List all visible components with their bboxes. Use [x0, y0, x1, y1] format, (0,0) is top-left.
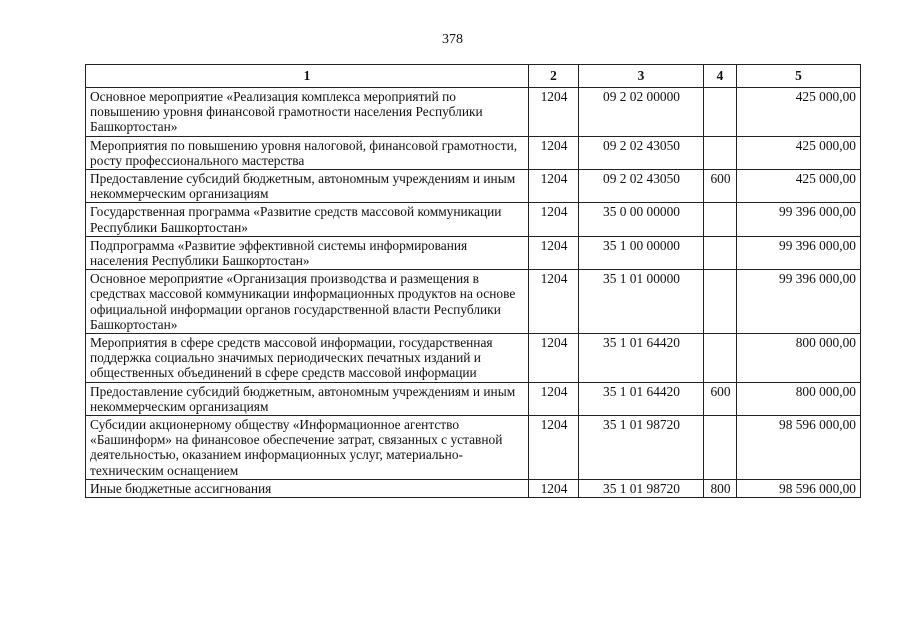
page-number: 378 [442, 32, 463, 47]
row-name: Мероприятия по повышению уровня налоговой, финансовой грамотности, росту профессионального мастерства [86, 136, 529, 169]
row-code: 35 1 01 64420 [579, 382, 704, 415]
table-row [86, 203, 861, 236]
row-kind [704, 236, 737, 269]
row-section: 1204 [529, 203, 579, 236]
header-col-section: 2 [529, 65, 579, 88]
row-name: Субсидии акционерному обществу «Информационное агентство «Башинформ» на финансовое обеспечение затрат, связанных с уставной деятельностью, оказанием информационных услуг, материально-техническим оснащением [86, 416, 529, 480]
row-kind: 800 [704, 479, 737, 497]
row-code: 35 1 01 98720 [579, 479, 704, 497]
row-sum: 425 000,00 [737, 88, 861, 137]
row-code: 09 2 02 00000 [579, 88, 704, 137]
row-name: Предоставление субсидий бюджетным, автономным учреждениям и иным некоммерческим организациям [86, 382, 529, 415]
row-section: 1204 [529, 416, 579, 480]
row-code: 35 1 01 00000 [579, 270, 704, 334]
table-row [86, 136, 861, 169]
table-row [86, 416, 861, 480]
row-name: Основное мероприятие «Организация производства и размещения в средствах массовой коммуникации информационных продуктов на основе официальной информации органов государственной власти Республики Башкортостан» [86, 270, 529, 334]
row-code: 35 1 00 00000 [579, 236, 704, 269]
header-col-kind: 4 [704, 65, 737, 88]
row-kind [704, 203, 737, 236]
row-name: Государственная программа «Развитие средств массовой коммуникации Республики Башкортостан» [86, 203, 529, 236]
row-sum: 800 000,00 [737, 382, 861, 415]
table-row [86, 270, 861, 334]
row-name: Мероприятия в сфере средств массовой информации, государственная поддержка социально значимых периодических печатных изданий и общественных объединений в сфере средств массовой информации [86, 334, 529, 383]
table-row [86, 479, 861, 497]
row-sum: 99 396 000,00 [737, 203, 861, 236]
table-row [86, 88, 861, 137]
row-kind [704, 270, 737, 334]
row-kind: 600 [704, 170, 737, 203]
header-col-code: 3 [579, 65, 704, 88]
header-col-name: 1 [86, 65, 529, 88]
row-code: 09 2 02 43050 [579, 170, 704, 203]
row-code: 35 1 01 98720 [579, 416, 704, 480]
row-sum: 425 000,00 [737, 170, 861, 203]
row-section: 1204 [529, 170, 579, 203]
row-kind [704, 88, 737, 137]
row-name: Основное мероприятие «Реализация комплекса мероприятий по повышению уровня финансовой грамотности населения Республики Башкортостан» [86, 88, 529, 137]
row-sum: 800 000,00 [737, 334, 861, 383]
row-sum: 98 596 000,00 [737, 479, 861, 497]
row-kind [704, 416, 737, 480]
row-code: 09 2 02 43050 [579, 136, 704, 169]
row-kind [704, 334, 737, 383]
row-code: 35 0 00 00000 [579, 203, 704, 236]
table-row [86, 236, 861, 269]
row-sum: 99 396 000,00 [737, 270, 861, 334]
row-section: 1204 [529, 88, 579, 137]
budget-table [85, 64, 861, 498]
row-section: 1204 [529, 270, 579, 334]
header-row [86, 65, 861, 88]
row-kind: 600 [704, 382, 737, 415]
row-code: 35 1 01 64420 [579, 334, 704, 383]
row-section: 1204 [529, 382, 579, 415]
row-section: 1204 [529, 334, 579, 383]
row-sum: 99 396 000,00 [737, 236, 861, 269]
row-name: Предоставление субсидий бюджетным, автономным учреждениям и иным некоммерческим организациям [86, 170, 529, 203]
row-kind [704, 136, 737, 169]
row-sum: 425 000,00 [737, 136, 861, 169]
table-row [86, 334, 861, 383]
row-sum: 98 596 000,00 [737, 416, 861, 480]
table-row [86, 382, 861, 415]
row-name: Подпрограмма «Развитие эффективной системы информирования населения Республики Башкортостан» [86, 236, 529, 269]
table-row [86, 170, 861, 203]
header-col-sum: 5 [737, 65, 861, 88]
row-section: 1204 [529, 236, 579, 269]
row-name: Иные бюджетные ассигнования [86, 479, 529, 497]
row-section: 1204 [529, 479, 579, 497]
row-section: 1204 [529, 136, 579, 169]
